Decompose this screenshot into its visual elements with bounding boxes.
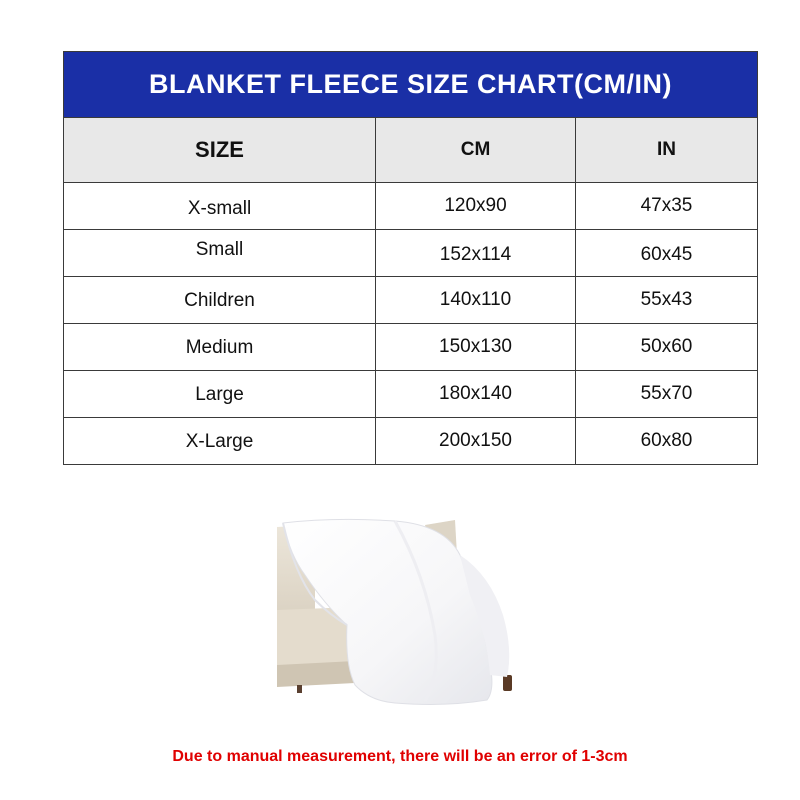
header-in: IN bbox=[657, 139, 676, 160]
row-cm: 120x90 bbox=[376, 183, 576, 229]
row-size: X-Large bbox=[64, 418, 376, 464]
size-chart-table bbox=[63, 51, 758, 465]
row-in: 50x60 bbox=[640, 336, 693, 357]
row-size: X-small bbox=[64, 183, 376, 229]
row-cm: 200x150 bbox=[376, 418, 576, 464]
blanket-illustration bbox=[275, 515, 525, 710]
row-cm: 152x114 bbox=[376, 230, 576, 276]
table-row bbox=[64, 323, 757, 370]
row-in: 60x80 bbox=[640, 430, 693, 451]
blanket-on-sofa-image bbox=[275, 515, 525, 710]
row-size: Small bbox=[64, 230, 376, 276]
header-cm: CM bbox=[376, 118, 576, 182]
row-cm: 180x140 bbox=[376, 371, 576, 417]
row-size: Children bbox=[64, 277, 376, 323]
row-cm: 140x110 bbox=[376, 277, 576, 323]
table-row bbox=[64, 417, 757, 464]
row-in: 60x45 bbox=[640, 244, 693, 265]
row-in: 47x35 bbox=[640, 195, 693, 216]
table-row bbox=[64, 229, 757, 276]
table-header-row bbox=[64, 117, 757, 182]
row-in: 55x70 bbox=[640, 383, 693, 404]
chart-title: BLANKET FLEECE SIZE CHART(CM/IN) bbox=[64, 52, 757, 117]
row-cm: 150x130 bbox=[376, 324, 576, 370]
row-size: Large bbox=[64, 371, 376, 417]
table-row bbox=[64, 276, 757, 323]
table-row bbox=[64, 370, 757, 417]
row-in: 55x43 bbox=[640, 289, 693, 310]
header-size: SIZE bbox=[64, 118, 376, 182]
measurement-note: Due to manual measurement, there will be an error of 1-3cm bbox=[172, 748, 628, 765]
table-row bbox=[64, 182, 757, 229]
row-size: Medium bbox=[64, 324, 376, 370]
